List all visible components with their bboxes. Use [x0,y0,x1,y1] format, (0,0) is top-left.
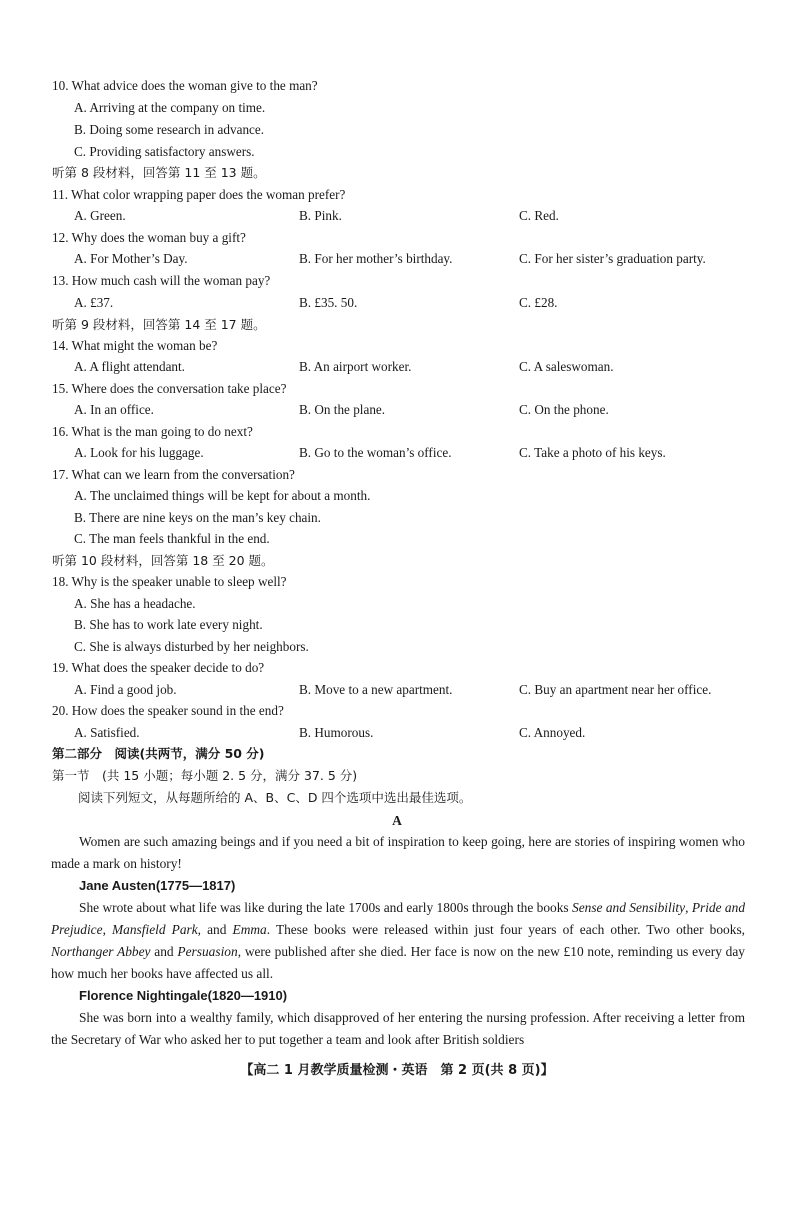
instruction-seg9: 听第 9 段材料，回答第 14 至 17 题。 [52,317,266,332]
part-two-heading: 第二部分 阅读(共两节，满分 50 分) [52,746,265,761]
option-16c: C. Take a photo of his keys. [519,445,666,460]
option-10c: C. Providing satisfactory answers. [74,144,255,159]
passage-intro-text: Women are such amazing beings and if you need a bit of inspiration to keep going, here are stories of inspiring women who made a mark on history! [51,834,745,871]
option-14c: C. A saleswoman. [519,359,614,374]
option-18a: A. She has a headache. [74,596,196,611]
separator: and [150,944,178,959]
option-15b: B. On the plane. [299,402,386,417]
option-10a: A. Arriving at the company on time. [74,100,266,115]
instruction-seg10: 听第 10 段材料，回答第 18 至 20 题。 [52,553,274,568]
option-15a: A. In an office. [74,402,154,417]
question-16: 16. What is the man going to do next? [52,424,253,439]
option-19b: B. Move to a new apartment. [299,682,453,697]
austen-text-2: . These books were released within just four years of each other. Two other books, [266,922,745,937]
option-12c: C. For her sister’s graduation party. [519,251,706,266]
nightingale-paragraph [51,1007,745,1051]
nightingale-text: She was born into a wealthy family, which disapproved of her entering the nursing profession. After receiving a letter from the Secretary of War who asked her to put together a team and look after British soldiers [51,1010,745,1047]
question-17: 17. What can we learn from the conversation? [52,467,295,482]
option-11a: A. Green. [74,208,126,223]
book-persuasion: Persuasion [177,944,238,959]
austen-heading: Jane Austen(1775—1817) [79,878,236,893]
option-13b: B. £35. 50. [299,295,358,310]
question-14: 14. What might the woman be? [52,338,218,353]
question-20: 20. How does the speaker sound in the end? [52,703,284,718]
question-19: 19. What does the speaker decide to do? [52,660,265,675]
question-12: 12. Why does the woman buy a gift? [52,230,246,245]
passage-title: A [392,813,402,828]
option-20a: A. Satisfied. [74,725,140,740]
option-14b: B. An airport worker. [299,359,412,374]
option-15c: C. On the phone. [519,402,609,417]
question-11: 11. What color wrapping paper does the woman prefer? [52,187,346,202]
book-mansfield-park: Mansfield Park [112,922,198,937]
option-16a: A. Look for his luggage. [74,445,204,460]
book-emma: Emma [232,922,267,937]
option-11b: B. Pink. [299,208,342,223]
option-12b: B. For her mother’s birthday. [299,251,453,266]
option-10b: B. Doing some research in advance. [74,122,265,137]
separator: , [685,900,692,915]
reading-instruction: 阅读下列短文，从每题所给的 A、B、C、D 四个选项中选出最佳选项。 [78,790,472,805]
separator: , and [197,922,233,937]
nightingale-heading: Florence Nightingale(1820—1910) [79,988,288,1003]
option-13a: A. £37. [74,295,114,310]
passage-intro [51,831,745,875]
book-pride-and-prejudice: Pride and Prejudice [51,900,746,937]
question-13: 13. How much cash will the woman pay? [52,273,271,288]
austen-text-1: She wrote about what life was like during the late 1700s and early 1800s through the books [79,900,572,915]
option-18c: C. She is always disturbed by her neighbors. [74,639,309,654]
option-11c: C. Red. [519,208,559,223]
option-20c: C. Annoyed. [519,725,586,740]
option-14a: A. A flight attendant. [74,359,185,374]
option-19a: A. Find a good job. [74,682,177,697]
austen-paragraph [51,897,745,985]
question-18: 18. Why is the speaker unable to sleep well? [52,574,287,589]
option-12a: A. For Mother’s Day. [74,251,188,266]
option-16b: B. Go to the woman’s office. [299,445,452,460]
option-19c: C. Buy an apartment near her office. [519,682,712,697]
option-20b: B. Humorous. [299,725,374,740]
option-13c: C. £28. [519,295,558,310]
book-northanger-abbey: Northanger Abbey [51,944,151,959]
book-sense-and-sensibility: Sense and Sensibility [572,900,686,915]
section-one-heading: 第一节 (共 15 小题；每小题 2. 5 分，满分 37. 5 分) [52,768,358,783]
option-18b: B. She has to work late every night. [74,617,263,632]
austen-text-3: , were published after she died. Her face is now on the new £10 note, reminding us every day how much her books have affected us all. [51,944,746,981]
option-17a: A. The unclaimed things will be kept for about a month. [74,488,371,503]
page-footer: 【高二 1 月教学质量检测・英语 第 2 页(共 8 页)】 [240,1063,554,1078]
separator: , [102,922,112,937]
instruction-seg8: 听第 8 段材料，回答第 11 至 13 题。 [52,165,266,180]
option-17c: C. The man feels thankful in the end. [74,531,270,546]
question-15: 15. Where does the conversation take place? [52,381,287,396]
option-17b: B. There are nine keys on the man’s key chain. [74,510,321,525]
question-10: 10. What advice does the woman give to the man? [52,78,318,93]
